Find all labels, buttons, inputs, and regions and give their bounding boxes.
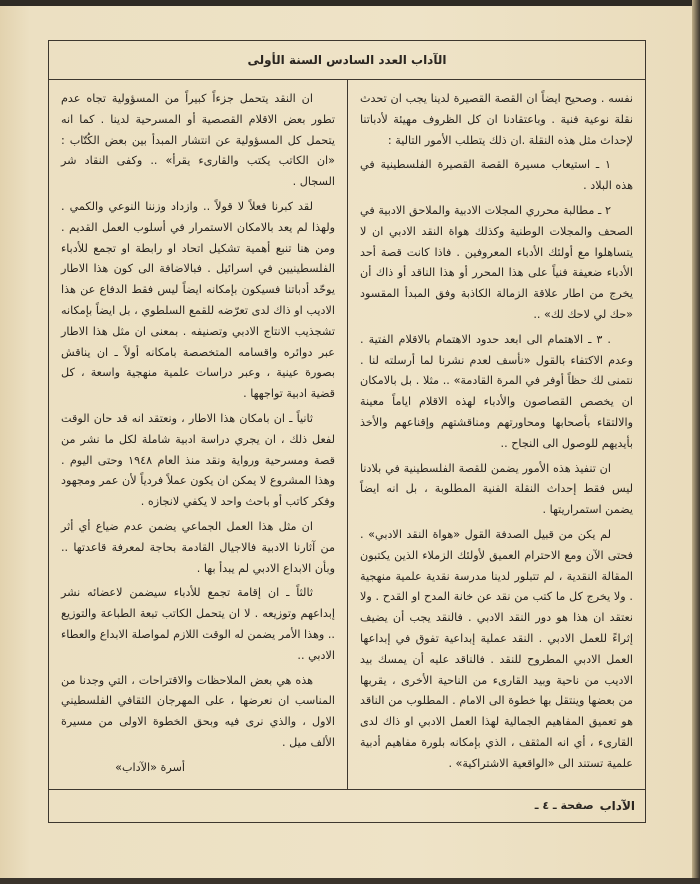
- paragraph: نفسه . وصحيح ايضاً ان القصة القصيرة لدينا يجب ان تحدث نقلة نوعية فنية . وباعتقادنا ان كل الظروف مهيئة لأدباتنا لإحداث مثل هذه النقلة .ان ذلك يتطلب الأمور التالية :: [360, 92, 633, 147]
- page-footer: [49, 789, 645, 822]
- scan-border-right: [692, 0, 700, 884]
- paragraph: ٢ ـ مطالبة محرري المجلات الادبية والملاحق الادبية في الصحف والمجلات الوطنية وكذلك هواة النقد الادبي ان لا يتساهلوا مع أولئك الأدباء المعروفين . فاذا كانت قصة أحد الأدباء ضعيفة فنياً على هذا المحرر أو هذا الناقد أو ذاك أن يخرج من اطار علاقة الزمالة الكاذبة وفق المبدأ المقسود «حك لي لاحك لك» ..: [360, 203, 633, 321]
- paragraph: ثالثاً ـ ان إقامة تجمع للأدباء سيضمن لاعضائه نشر إبداعهم وتوزيعه . لا ان يتحمل الكاتب تبعة الطباعة والتوزيع .. وهذا الأمر يضمن له الوقت اللازم لمواصلة الابداع والعطاء الادبي ..: [61, 586, 335, 662]
- right-column: [347, 79, 645, 789]
- paragraph: ان تنفيذ هذه الأمور يضمن للقصة الفلسطينية في بلادنا ليس فقط إحداث النقلة الفنية المطلوبة ، بل انه ايضاً يضمن استمراريتها .: [360, 461, 633, 517]
- paragraph: ثانياً ـ ان بامكان هذا الاطار ، ونعتقد انه قد حان الوقت لفعل ذلك ، ان يجري دراسة ادبية شاملة لكل ما نشر من قصة ومسرحية ورواية ونقد منذ العام ١٩٤٨ وحتى اليوم . وهذا المشروع لا يمكن ان يكون عملاً فردياً لأن عمر ومجهود وفكر كاتب أو باحث واحد لا يكفي لانجازه .: [61, 411, 335, 509]
- article-body: [49, 79, 645, 790]
- magazine-page: [0, 6, 692, 878]
- paragraph: ١ ـ استيعاب مسيرة القصة القصيرة الفلسطينية في هذه البلاد .: [360, 158, 633, 193]
- footer-brand: الآداب: [599, 798, 635, 813]
- paragraph: ان النقد يتحمل جزءاً كبيراً من المسؤولية تجاه عدم تطور بعض الاقلام القصصية أو المسرحية لدينا . كما انه يتحمل كل المسؤولية عن انتشار المبدأ بين بعض الكُتّاب : «ان الكاتب يكتب والقارىء يقرأ» .. وكفى النقاد شر السجال .: [61, 92, 335, 189]
- page-number: صفحة ـ ٤ ـ: [534, 799, 594, 812]
- paragraph: لقد كبرنا فعلاً لا قولاً .. وازداد وزننا النوعي والكمي . ولهذا لم يعد بالامكان الاستمرار في أسلوب العمل القديم . ومن هنا تنبع أهمية تشكيل اتحاد او رابطة او تجمع للأدباء الفلسطينيين في اسرائيل . فبالاضافة الى كون هذا الاطار يوحّد أدباتنا فسيكون بإمكانه ايضاً ليس فقط الدفاع عن هذا الاديب او ذاك لدى تعرّضه للقمع السلطوي ، بل ايضاً بإمكانه تشجذيب الانتاج الادبي وتصنيفه . بمعنى ان مثل هذا الاطار عبر دوائره واقسامه المتخصصة بامكانه أولاً ـ ان يناقش بصورة عينية ، وعبر دراسات علمية منهجية واسعة ، كل قضية ادبية تواجهها .: [61, 199, 335, 401]
- paragraph: . ٣ ـ الاهتمام الى ابعد حدود الاهتمام بالاقلام الفتية . وعدم الاكتفاء بالقول «نأسف لعدم نشرنا لما أرسلته لنا . نتمنى لك حظاً أوفر في المرة القادمة» .. مثلا . بل بالامكان ان يخصص القصاصون والأدباء لهذه الاقلام اياماً معينة والالتقاء بأصحابها ومحاورتهم ومناقشتهم وإقناعهم والأخذ بأيديهم للوصول الى النجاح ..: [360, 332, 633, 450]
- left-column: [49, 79, 347, 789]
- paragraph: ان مثل هذا العمل الجماعي يضمن عدم ضياع أي أثر من آثارنا الادبية فالاجيال القادمة بحاجة لمعرفة قاعدتها .. وبأن الابداع الادبي لم يبدأ بها .: [61, 519, 335, 575]
- paragraph: هذه هي بعض الملاحظات والاقتراحات ، التي وجدنا من المناسب ان نعرضها ، على المهرجان الثقافي الفلسطيني الاول ، والذي نرى فيه وبحق الخطوة الاولى من مسيرة الألف ميل .: [61, 673, 335, 749]
- page-frame: [48, 40, 646, 823]
- paragraph: لم يكن من قبيل الصدفة القول «هواة النقد الادبي» . فحتى الآن ومع الاحترام العميق لأولئك الزملاء الذين يكتبون المقالة النقدية ، لم تتبلور لدينا مدرسة نقدية علمية منهجية . ولا يخرج كل ما كتب من نقد عن خانة المدح او القدح . ولا نعتقد ان هذا هو دور النقد الادبي . فالنقد يجب أن يضيف إثراءً للعمل الادبي . النقد عملية إبداعية تفوق في إبداعها العمل الادبي المطروح للنقد . فالناقد عليه أن يمسك بيد الاديب من ناحية وبيد القارىء من الناحية الأخرى ، يقربها من بعضها وينتقل بها خطوة الى الامام . المطلوب من الناقد هو تعميق المفاهيم الجمالية لهذا العمل الادبي او ذاك لدى القارىء ، أي انه المثقف ، الذي بإمكانه بلورة مفاهيم أدبية علمية تستند الى «الواقعية الاشتراكية» .: [360, 527, 633, 770]
- issue-title: الآداب العدد السادس السنة الأولى: [247, 53, 447, 67]
- running-header: [49, 41, 645, 80]
- scan-border-bottom: [0, 878, 700, 884]
- signature: أسرة «الآداب»: [115, 760, 185, 774]
